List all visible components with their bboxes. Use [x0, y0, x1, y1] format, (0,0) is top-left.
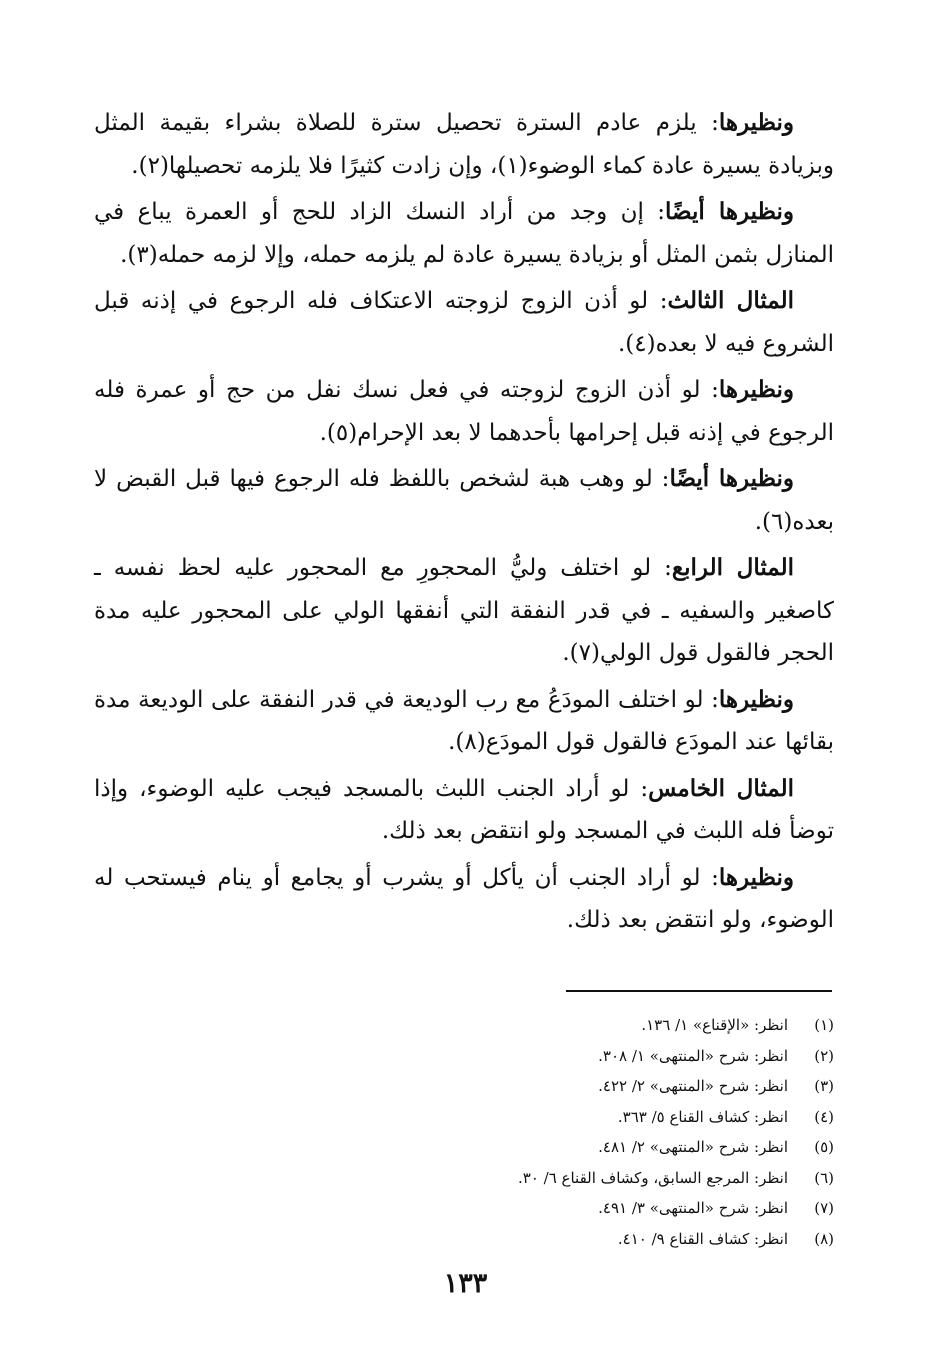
main-text [94, 102, 834, 946]
paragraph-lead: ونظيرها [718, 109, 794, 136]
footnote-text: انظر: شرح «المنتهى» ١/ ٣٠٨. [598, 1046, 788, 1065]
paragraph-lead: ونظيرها [718, 685, 794, 713]
footnote-text: انظر: شرح «المنتهى» ٢/ ٤٢٢. [598, 1077, 788, 1095]
paragraph-text: : إن وجد من أراد النسك الزاد للحج أو العمرة يباع في المنازل بثمن المثل أو بزيادة يسيرة عادة لم يلزمه حمله، وإلا لزمه حمله(٣). [94, 199, 834, 268]
footnote [434, 1010, 834, 1041]
footnote-text: انظر: كشاف القناع ٥/ ٣٦٣. [617, 1107, 788, 1126]
paragraph-text: : لو أذن الزوج لزوجته في فعل نسك نفل من حج أو عمرة فله الرجوع في إذنه قبل إحرامها بأحدهما لا بعد الإحرام(٥). [94, 377, 834, 446]
paragraph-text: : يلزم عادم السترة تحصيل سترة للصلاة بشراء بقيمة المثل وبزيادة يسيرة عادة كماء الوضوء(١)، وإن زادت كثيرًا فلا يلزمه تحصيلها(٢). [94, 110, 834, 179]
paragraph-text: : لو أراد الجنب اللبث بالمسجد فيجب عليه الوضوء، وإذا توضأ فله اللبث في المسجد ولو انتقض بعد ذلك. [94, 775, 834, 844]
footnote-number: (٧) [814, 1199, 834, 1217]
paragraph-text: : لو اختلف وليُّ المحجورِ مع المحجور عليه لحظ نفسه ـ كاصغير والسفيه ـ في قدر النفقة التي أنفقها الولي على المحجور عليه مدة الحجر فالقول قول الولي(٧). [94, 555, 834, 666]
paragraph [94, 768, 834, 853]
paragraph [94, 458, 834, 543]
paragraph-text: : لو أذن الزوج لزوجته الاعتكاف فله الرجوع في إذنه قبل الشروع فيه لا بعده(٤). [94, 288, 834, 357]
paragraph-lead: ونظيرها أيضًا [665, 198, 794, 225]
paragraph [94, 369, 834, 454]
footnote-text: انظر: شرح «المنتهى» ٢/ ٤٨١. [598, 1138, 788, 1156]
paragraph-text: : لو أراد الجنب أن يأكل أو يشرب أو يجامع أو ينام فيستحب له الوضوء، ولو انتقض بعد ذلك. [94, 864, 834, 933]
footnote [434, 1041, 834, 1072]
footnote-text: انظر: «الإقناع» ١/ ١٣٦. [641, 1016, 788, 1034]
footnote-divider [566, 990, 832, 992]
paragraph-text: : لو وهب هبة لشخص باللفظ فله الرجوع فيها قبل القبض لا بعده(٦). [94, 466, 834, 535]
paragraph-text: : لو اختلف المودَعُ مع رب الوديعة في قدر النفقة على الوديعة مدة بقائها عند المودَع فالقول قول المودَع(٨). [94, 686, 834, 755]
paragraph [94, 547, 834, 675]
footnote-number: (١) [814, 1016, 834, 1034]
page-number: ١٣٣ [443, 1268, 488, 1299]
footnote [434, 1193, 834, 1224]
paragraph-lead: ونظيرها [718, 863, 794, 891]
paragraph-lead: ونظيرها أيضًا [669, 465, 794, 492]
footnote-number: (٦) [814, 1168, 834, 1187]
footnote-number: (٢) [814, 1046, 834, 1065]
footnote-number: (٨) [814, 1229, 834, 1248]
footnote [434, 1163, 834, 1194]
footnote-text: انظر: شرح «المنتهى» ٣/ ٤٩١. [598, 1199, 788, 1217]
paragraph-lead: المثال الرابع [671, 554, 795, 581]
footnote-number: (٣) [814, 1077, 834, 1095]
footnote-text: انظر: المرجع السابق، وكشاف القناع ٦/ ٣٠. [517, 1168, 788, 1187]
paragraph-lead: المثال الخامس [648, 774, 795, 802]
paragraph [94, 191, 834, 276]
footnote-text: انظر: كشاف القناع ٩/ ٤١٠. [617, 1229, 788, 1248]
paragraph [94, 102, 834, 187]
footnote [434, 1224, 834, 1255]
footnotes [434, 1010, 834, 1254]
paragraph-lead: ونظيرها [718, 376, 794, 403]
paragraph [94, 679, 834, 764]
footnote [434, 1071, 834, 1102]
paragraph-lead: المثال الثالث [667, 287, 794, 314]
footnote-number: (٥) [814, 1138, 834, 1156]
footnote-number: (٤) [814, 1107, 834, 1126]
footnote [434, 1102, 834, 1133]
footnote [434, 1132, 834, 1163]
paragraph [94, 857, 834, 942]
paragraph [94, 280, 834, 365]
